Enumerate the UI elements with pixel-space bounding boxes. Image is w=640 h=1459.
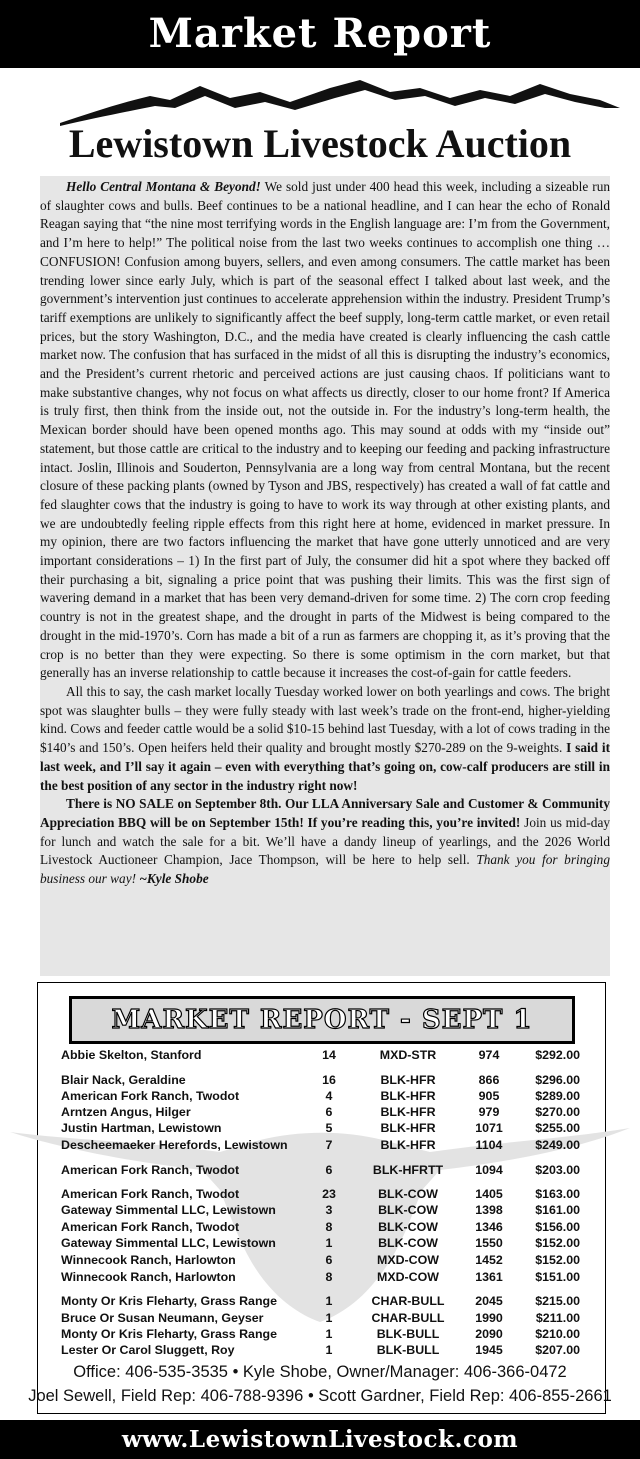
avg-weight: 2090: [475, 1327, 503, 1341]
contact-line-office: Office: 406-535-3535 • Kyle Shobe, Owner/Manager: 406-366-0472: [73, 1363, 567, 1381]
price: $152.00: [535, 1253, 580, 1267]
cattle-type: BLK-BULL: [376, 1343, 440, 1357]
price: $249.00: [535, 1138, 580, 1152]
paragraph-text: We sold just under 400 head this week, including a sizeable run of slaughter cows and bulls. Beef continues to be a national headline, and I can hear the echo of Ronald Reagan saying that “the nine most terrifying words in the English language are: I’m from the Government, and I’m here to help!” The political noise from the last two weeks continues to accomplish one thing … CONFUSION! Confusion among buyers, sellers, and even among consumers. The cattle market has been trending lower since early July, which is part of the seasonal effect I talked about last week, and the government’s intervention just continues to accelerate apprehension within the industry. President Trump’s tariff exemptions are unlikely to significantly affect the beef supply, long-term cattle market, or even retail prices, but the story Washington, D.C., and the media have created is clearly influencing the cash cattle market now. The confusion that has surfaced in the midst of all this is disrupting the industry’s economics, and the President’s current rhetoric and perceived actions are just causing chaos. If politicians want to make substantive changes, why not focus on what affects us directly, closer to our home front? If America is truly first, then think from the inside out, not the outside in. For the industry’s long-term health, the Mexican border should have been opened months ago. This may sound at odds with my “inside out” statement, but those cattle are critical to the industry and to keeping our feeding and packing infrastructure intact. Joslin, Illinois and Souderton, Pennsylvania are a long way from central Montana, but the recent closure of these packing plants (owned by Tyson and JBS, respectively) has created a wall of fat cattle and fed slaughter cows that the industry is going to have to work its way through at other existing plants, and we are undoubtedly feeling ripple effects from this right here at home, evidenced in market pressure. In my opinion, there are two factors influencing the market that have gone utterly unnoticed and are very important considerations – 1) In the first part of July, the consumer did hit a spot where they backed off their purchasing a bit, signaling a price point that was pushing their limits. This was the first sign of wavering demand in a market that has been very demand-driven for some time. 2) The corn crop feeding country is not in the greatest shape, and the drought in parts of the Midwest is being compared to the drought in the mid-1970’s. Corn has made a bit of a run as farmers are chopping it, as it’s proving that the crop is no better than they were expecting. So there is some optimism in the corn market, but that generally has an inverse relationship to cattle because it increases the cost-of-gain for cattle feeders.: [40, 179, 611, 681]
market-report-title: MARKET REPORT - SEPT 1: [111, 1005, 533, 1035]
cattle-type: MXD-COW: [377, 1253, 439, 1267]
price: $296.00: [535, 1073, 580, 1087]
avg-weight: 1104: [475, 1138, 503, 1152]
seller-name: Lester Or Carol Sluggett, Roy: [61, 1343, 235, 1357]
head-count: 1: [325, 1343, 333, 1357]
price: $210.00: [535, 1327, 580, 1341]
head-count: 3: [325, 1203, 333, 1217]
report-row: [0, 1293, 640, 1309]
report-row: [0, 1088, 640, 1104]
seller-name: Winnecook Ranch, Harlowton: [61, 1253, 236, 1267]
avg-weight: 1346: [475, 1220, 503, 1234]
cattle-type: BLK-COW: [378, 1220, 438, 1234]
report-row: [0, 1235, 640, 1251]
report-row: [0, 1186, 640, 1202]
banner-title: Market Report: [148, 10, 492, 57]
cattle-type: BLK-HFRTT: [372, 1163, 444, 1177]
head-count: 8: [325, 1270, 333, 1284]
cattle-type: BLK-HFR: [380, 1073, 436, 1087]
report-row: [0, 1326, 640, 1342]
head-count: 6: [325, 1253, 333, 1267]
report-row: [0, 1202, 640, 1218]
cattle-type: BLK-COW: [378, 1236, 438, 1250]
head-count: 23: [322, 1187, 336, 1201]
avg-weight: 905: [478, 1089, 500, 1103]
report-row: [0, 1342, 640, 1358]
report-row: [0, 1310, 640, 1326]
seller-name: Monty Or Kris Fleharty, Grass Range: [61, 1294, 277, 1308]
report-row: [0, 1120, 640, 1136]
cattle-type: BLK-HFR: [380, 1121, 436, 1135]
price: $270.00: [535, 1105, 580, 1119]
head-count: 6: [325, 1163, 333, 1177]
market-report-header: [69, 996, 575, 1044]
cattle-type: BLK-COW: [378, 1203, 438, 1217]
head-count: 1: [325, 1311, 333, 1325]
report-row: [0, 1269, 640, 1285]
head-count: 4: [325, 1089, 333, 1103]
seller-name: Blair Nack, Geraldine: [61, 1073, 186, 1087]
price: $203.00: [535, 1163, 580, 1177]
head-count: 1: [325, 1294, 333, 1308]
seller-name: Gateway Simmental LLC, Lewistown: [61, 1203, 276, 1217]
price: $207.00: [535, 1343, 580, 1357]
head-count: 1: [325, 1236, 333, 1250]
contact-info: [0, 1360, 640, 1408]
avg-weight: 979: [478, 1105, 500, 1119]
price: $215.00: [535, 1294, 580, 1308]
paragraph-text: Join us mid-day for lunch and watch the sale for a bit. We’ll have a dandy lineup of yearlings, and the 2026 World Livestock Auctioneer Champion, Jace Thompson, will be here to help sell.: [40, 814, 610, 868]
avg-weight: 1071: [475, 1121, 503, 1135]
sale-announcement: There is NO SALE on September 8th. Our LLA Anniversary Sale and Customer & Community Appreciation BBQ will be on September 15th! If you’re reading this, you’re invited!: [40, 796, 610, 830]
seller-name: American Fork Ranch, Twodot: [61, 1220, 240, 1234]
avg-weight: 866: [478, 1073, 500, 1087]
website-link[interactable]: www.LewistownLivestock.com: [121, 1426, 519, 1453]
auction-title: Lewistown Livestock Auction: [68, 121, 572, 166]
thank-you-note: Thank you for bringing business our way!: [40, 852, 610, 887]
cattle-type: BLK-BULL: [376, 1327, 440, 1341]
contact-line-field-reps: Joel Sewell, Field Rep: 406-788-9396 • Scott Gardner, Field Rep: 406-855-2661: [28, 1387, 612, 1405]
cattle-type: MXD-COW: [377, 1270, 439, 1284]
head-count: 5: [325, 1121, 333, 1135]
report-row: [0, 1162, 640, 1178]
cattle-type: BLK-HFR: [380, 1138, 436, 1152]
avg-weight: 2045: [475, 1294, 503, 1308]
price: $156.00: [535, 1220, 580, 1234]
bold-statement: I said it last week, and I’ll say it again – even with everything that’s going on, cow-calf producers are still in the best position of any sector in the industry right now!: [40, 740, 611, 793]
seller-name: American Fork Ranch, Twodot: [61, 1089, 240, 1103]
avg-weight: 1550: [475, 1236, 503, 1250]
head-count: 6: [325, 1105, 333, 1119]
avg-weight: 1945: [475, 1343, 503, 1357]
head-count: 7: [325, 1138, 333, 1152]
seller-name: Justin Hartman, Lewistown: [61, 1121, 222, 1135]
avg-weight: 1452: [475, 1253, 503, 1267]
signature: ~Kyle Shobe: [139, 871, 209, 887]
report-row: [0, 1137, 640, 1153]
avg-weight: 1990: [475, 1311, 503, 1325]
report-row: [0, 1252, 640, 1268]
cattle-type: BLK-COW: [378, 1187, 438, 1201]
seller-name: Descheemaeker Herefords, Lewistown: [61, 1138, 288, 1152]
price: $152.00: [535, 1236, 580, 1250]
paragraph-text: All this to say, the cash market locally Tuesday worked lower on both yearlings and cows. The bright spot was slaughter bulls – they were fully steady with last week’s trade on the front-end, higher-yielding kind. Cows and feeder cattle would be a solid $10-15 behind last Tuesday, with a lot of cows trading in the $140’s and 150’s. Open heifers held their quality and brought mostly $270-289 on the 9-weights.: [40, 683, 610, 756]
price: $151.00: [535, 1270, 580, 1284]
avg-weight: 1361: [475, 1270, 503, 1284]
seller-name: American Fork Ranch, Twodot: [61, 1163, 240, 1177]
head-count: 1: [325, 1327, 333, 1341]
avg-weight: 1398: [475, 1203, 503, 1217]
head-count: 16: [322, 1073, 336, 1087]
article-panel: [40, 176, 610, 976]
article-paragraph: [40, 795, 610, 889]
seller-name: Arntzen Angus, Hilger: [61, 1105, 191, 1119]
avg-weight: 974: [478, 1048, 500, 1062]
seller-name: Winnecook Ranch, Harlowton: [61, 1270, 236, 1284]
head-count: 14: [322, 1048, 336, 1062]
price: $211.00: [535, 1311, 580, 1325]
seller-name: Monty Or Kris Fleharty, Grass Range: [61, 1327, 277, 1341]
seller-name: Abbie Skelton, Stanford: [61, 1048, 202, 1062]
cattle-type: CHAR-BULL: [371, 1294, 445, 1308]
price: $161.00: [535, 1203, 580, 1217]
greeting: Hello Central Montana & Beyond!: [66, 179, 261, 194]
article-paragraph: [40, 178, 610, 683]
top-banner: [0, 0, 640, 68]
seller-name: American Fork Ranch, Twodot: [61, 1187, 240, 1201]
report-row: [0, 1219, 640, 1235]
cattle-type: BLK-HFR: [380, 1089, 436, 1103]
price: $292.00: [535, 1048, 580, 1062]
head-count: 8: [325, 1220, 333, 1234]
seller-name: Gateway Simmental LLC, Lewistown: [61, 1236, 276, 1250]
price: $289.00: [535, 1089, 580, 1103]
avg-weight: 1094: [475, 1163, 503, 1177]
report-row: [0, 1072, 640, 1088]
article-body: [40, 178, 610, 889]
avg-weight: 1405: [475, 1187, 503, 1201]
cattle-type: BLK-HFR: [380, 1105, 436, 1119]
price: $163.00: [535, 1187, 580, 1201]
seller-name: Bruce Or Susan Neumann, Geyser: [61, 1311, 264, 1325]
article-paragraph: [40, 683, 610, 795]
price: $255.00: [535, 1121, 580, 1135]
bottom-banner: [0, 1420, 640, 1459]
cattle-type: CHAR-BULL: [371, 1311, 445, 1325]
report-row: [0, 1104, 640, 1120]
report-row: [0, 1047, 640, 1063]
cattle-type: MXD-STR: [379, 1048, 437, 1062]
